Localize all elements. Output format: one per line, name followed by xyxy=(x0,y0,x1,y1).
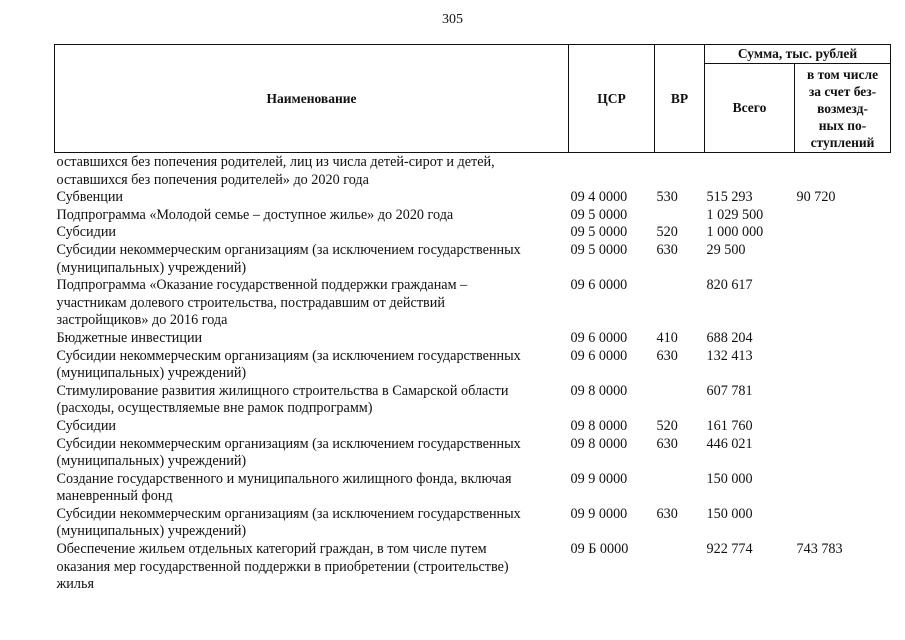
table-row xyxy=(55,418,891,436)
cell-name-line: (расходы, осуществляемые вне рамок подпрограмм) xyxy=(56,400,373,417)
cell-name xyxy=(55,242,569,277)
header-free xyxy=(795,64,891,153)
cell-name xyxy=(55,506,569,541)
cell-csr: 09 4 0000 xyxy=(570,189,628,206)
header-free-line: ступлений xyxy=(810,134,875,150)
cell-name-line: Бюджетные инвестиции xyxy=(56,329,203,346)
cell-free xyxy=(795,471,891,506)
cell-free: 90 720 xyxy=(796,189,836,206)
cell-free xyxy=(795,330,891,348)
table-row xyxy=(55,242,891,277)
cell-vr: 630 xyxy=(656,241,678,258)
cell-vr xyxy=(655,277,705,330)
cell-vr xyxy=(655,471,705,506)
cell-total: 29 500 xyxy=(706,241,746,258)
cell-name-line: Стимулирование развития жилищного строительства в Самарской области xyxy=(56,382,509,399)
table-row xyxy=(55,506,891,541)
cell-name-line: Подпрограмма «Оказание государственной поддержки гражданам – xyxy=(56,277,468,294)
cell-free xyxy=(795,224,891,242)
cell-csr: 09 5 0000 xyxy=(570,241,628,258)
cell-total: 150 000 xyxy=(706,470,753,487)
header-total: Всего xyxy=(705,64,795,153)
cell-name xyxy=(55,383,569,418)
cell-name-line: жилья xyxy=(56,576,94,593)
cell-total: 820 617 xyxy=(706,277,753,294)
header-name: Наименование xyxy=(55,45,569,153)
cell-total: 132 413 xyxy=(706,347,753,364)
cell-name xyxy=(55,189,569,207)
cell-name-line: маневренный фонд xyxy=(56,488,173,505)
cell-csr: 09 6 0000 xyxy=(570,277,628,294)
cell-name-line: (муниципальных) учреждений) xyxy=(56,365,247,382)
cell-total: 922 774 xyxy=(706,541,753,558)
cell-name-line: Субсидии xyxy=(56,417,117,434)
cell-name-line: Субсидии некоммерческим организациям (за исключением государственных xyxy=(56,435,521,452)
cell-name xyxy=(55,277,569,330)
table-row xyxy=(55,436,891,471)
cell-csr: 09 9 0000 xyxy=(570,505,628,522)
table-row xyxy=(55,330,891,348)
header-vr: ВР xyxy=(655,45,705,153)
cell-name xyxy=(55,541,569,594)
cell-vr xyxy=(655,383,705,418)
cell-vr: 530 xyxy=(656,189,678,206)
header-csr: ЦСР xyxy=(569,45,655,153)
cell-csr xyxy=(569,153,655,190)
cell-free xyxy=(795,207,891,225)
cell-name-line: (муниципальных) учреждений) xyxy=(56,453,247,470)
cell-vr: 410 xyxy=(656,329,678,346)
cell-csr: 09 8 0000 xyxy=(570,417,628,434)
table-row xyxy=(55,348,891,383)
cell-total: 446 021 xyxy=(706,435,753,452)
cell-name-line: Субсидии некоммерческим организациям (за исключением государственных xyxy=(56,241,521,258)
cell-name-line: Подпрограмма «Молодой семье – доступное жилье» до 2020 года xyxy=(56,206,454,223)
cell-free xyxy=(795,153,891,190)
cell-name-line: Создание государственного и муниципального жилищного фонда, включая xyxy=(56,470,512,487)
cell-name-line: Субсидии xyxy=(56,224,117,241)
table-row xyxy=(55,207,891,225)
cell-name-line: Субсидии некоммерческим организациям (за исключением государственных xyxy=(56,347,521,364)
cell-name-line: оставшихся без попечения родителей, лиц из числа детей-сирот и детей, xyxy=(56,154,495,170)
cell-free xyxy=(795,506,891,541)
cell-name xyxy=(55,436,569,471)
cell-free xyxy=(795,348,891,383)
cell-name xyxy=(55,153,569,190)
cell-name-line: участникам долевого строительства, пострадавшим от действий xyxy=(56,294,445,311)
cell-name-line: Обеспечение жильем отдельных категорий граждан, в том числе путем xyxy=(56,541,487,558)
cell-vr: 520 xyxy=(656,224,678,241)
cell-name xyxy=(55,348,569,383)
cell-name xyxy=(55,418,569,436)
table-row xyxy=(55,383,891,418)
cell-vr: 630 xyxy=(656,505,678,522)
page-number: 305 xyxy=(442,12,463,27)
budget-table xyxy=(54,44,891,594)
cell-name-line: (муниципальных) учреждений) xyxy=(56,523,247,540)
cell-vr xyxy=(655,207,705,225)
cell-vr: 630 xyxy=(656,347,678,364)
cell-name-line: оказания мер государственной поддержки в приобретении (строительстве) xyxy=(56,558,509,575)
cell-total xyxy=(705,153,795,190)
cell-total: 1 029 500 xyxy=(706,206,764,223)
table-header xyxy=(55,45,891,153)
cell-total: 150 000 xyxy=(706,505,753,522)
cell-name-line: Субсидии некоммерческим организациям (за исключением государственных xyxy=(56,505,521,522)
table-row xyxy=(55,541,891,594)
table-row xyxy=(55,224,891,242)
cell-total: 161 760 xyxy=(706,417,753,434)
header-free-line: ных по- xyxy=(818,117,867,133)
cell-csr: 09 6 0000 xyxy=(570,329,628,346)
cell-csr: 09 8 0000 xyxy=(570,435,628,452)
table-body xyxy=(55,153,891,594)
cell-total: 515 293 xyxy=(706,189,753,206)
header-sum: Сумма, тыс. рублей xyxy=(705,45,891,64)
cell-vr xyxy=(655,153,705,190)
table-row xyxy=(55,189,891,207)
cell-free xyxy=(795,242,891,277)
cell-name-line: (муниципальных) учреждений) xyxy=(56,259,247,276)
cell-free xyxy=(795,436,891,471)
cell-vr: 630 xyxy=(656,435,678,452)
cell-total: 607 781 xyxy=(706,382,753,399)
cell-free: 743 783 xyxy=(796,541,843,558)
cell-csr: 09 8 0000 xyxy=(570,382,628,399)
cell-vr: 520 xyxy=(656,417,678,434)
cell-total: 688 204 xyxy=(706,329,753,346)
cell-vr xyxy=(655,541,705,594)
cell-name-line: застройщиков» до 2016 года xyxy=(56,312,228,329)
cell-name xyxy=(55,471,569,506)
cell-csr: 09 5 0000 xyxy=(570,224,628,241)
table-row xyxy=(55,471,891,506)
header-free-line: в том числе xyxy=(806,66,879,82)
cell-free xyxy=(795,277,891,330)
cell-csr: 09 9 0000 xyxy=(570,470,628,487)
cell-name-line: Субвенции xyxy=(56,189,124,206)
cell-free xyxy=(795,383,891,418)
cell-name xyxy=(55,330,569,348)
header-free-line: возмезд- xyxy=(817,100,868,116)
cell-csr: 09 Б 0000 xyxy=(570,541,629,558)
cell-total: 1 000 000 xyxy=(706,224,764,241)
header-free-line: за счет без- xyxy=(808,83,877,99)
table-row xyxy=(55,153,891,190)
table-row xyxy=(55,277,891,330)
cell-free xyxy=(795,418,891,436)
cell-csr: 09 5 0000 xyxy=(570,206,628,223)
cell-csr: 09 6 0000 xyxy=(570,347,628,364)
cell-name xyxy=(55,224,569,242)
cell-name xyxy=(55,207,569,225)
cell-name-line: оставшихся без попечения родителей» до 2020 года xyxy=(56,171,369,188)
